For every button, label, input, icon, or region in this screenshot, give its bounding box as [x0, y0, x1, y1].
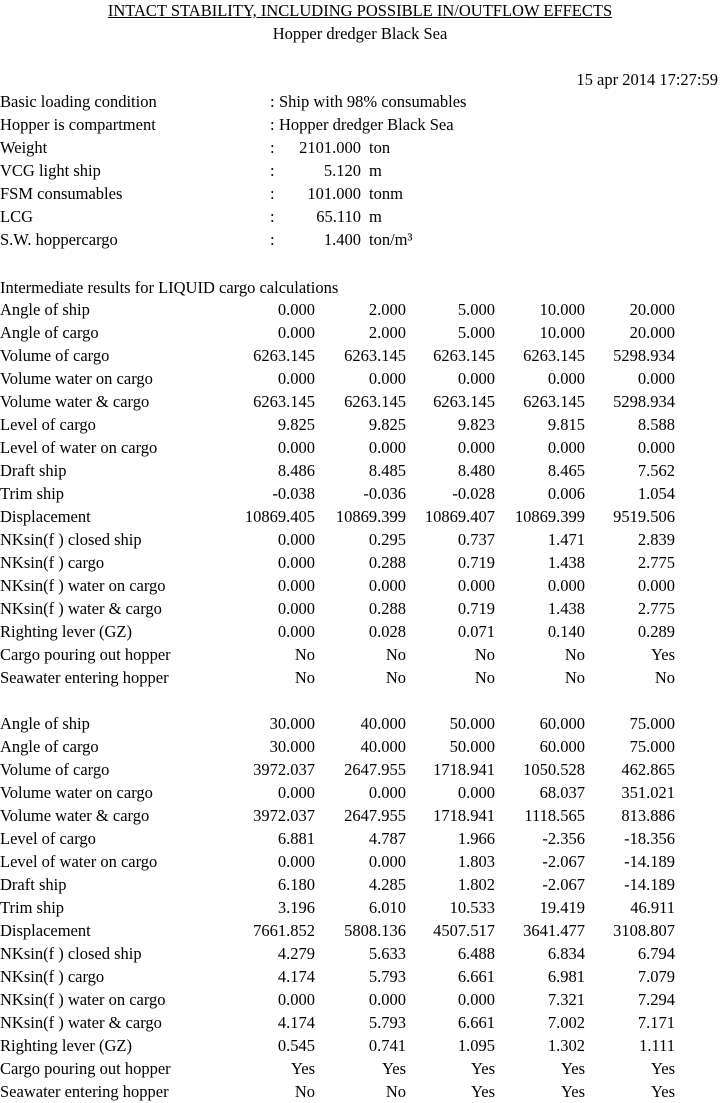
table-cell: 0.000	[457, 438, 495, 457]
row-label: NKsin(f ) water on cargo	[0, 990, 166, 1009]
table-cell: 0.000	[277, 369, 315, 388]
table-row	[0, 988, 720, 1011]
table-cell: -14.189	[624, 875, 675, 894]
table-cell: 0.000	[637, 369, 675, 388]
table-row	[0, 1080, 720, 1103]
table-cell: 4.174	[277, 967, 315, 986]
info-unit: m	[369, 207, 382, 226]
row-label: NKsin(f ) closed ship	[0, 944, 142, 963]
table-cell: 7.321	[547, 990, 585, 1009]
table-cell: 0.000	[457, 369, 495, 388]
table-cell: 9.815	[547, 415, 585, 434]
table-cell: 2.839	[637, 530, 675, 549]
info-row	[0, 136, 720, 159]
info-colon: :	[270, 138, 275, 157]
table-cell: -2.067	[542, 852, 585, 871]
table-cell: 0.000	[547, 369, 585, 388]
table-cell: 30.000	[269, 714, 315, 733]
table-cell: 6.981	[547, 967, 585, 986]
table-cell: 4.285	[368, 875, 406, 894]
info-row	[0, 182, 720, 205]
table-cell: 9.825	[277, 415, 315, 434]
table-row	[0, 551, 720, 574]
table-cell: 20.000	[629, 323, 675, 342]
table-cell: 0.140	[547, 622, 585, 641]
table-cell: 6263.145	[253, 346, 315, 365]
table-row	[0, 873, 720, 896]
table-cell: 8.465	[547, 461, 585, 480]
row-label: NKsin(f ) closed ship	[0, 530, 142, 549]
row-label: Volume of cargo	[0, 760, 110, 779]
table-cell: 60.000	[539, 714, 585, 733]
table-cell: 40.000	[360, 737, 406, 756]
table-cell: 3972.037	[253, 806, 315, 825]
row-label: Angle of ship	[0, 300, 90, 319]
info-label: Basic loading condition	[0, 92, 157, 111]
row-label: Seawater entering hopper	[0, 668, 169, 687]
table-row	[0, 1011, 720, 1034]
table-row	[0, 735, 720, 758]
table-cell: 10869.399	[514, 507, 585, 526]
row-label: Draft ship	[0, 875, 67, 894]
table-row	[0, 804, 720, 827]
table-cell: 0.000	[368, 438, 406, 457]
table-cell: 6263.145	[433, 392, 495, 411]
table-cell: 0.288	[368, 599, 406, 618]
table-cell: -0.028	[452, 484, 495, 503]
table-row	[0, 919, 720, 942]
row-label: Seawater entering hopper	[0, 1082, 169, 1101]
table-cell: 6263.145	[523, 392, 585, 411]
table-cell: No	[385, 668, 406, 687]
row-label: Angle of ship	[0, 714, 90, 733]
table-cell: 5.793	[368, 1013, 406, 1032]
table-cell: 60.000	[539, 737, 585, 756]
table-cell: No	[385, 645, 406, 664]
table-cell: No	[294, 1082, 315, 1101]
table-row	[0, 850, 720, 873]
table-cell: 1.302	[547, 1036, 585, 1055]
table-row	[0, 712, 720, 735]
info-unit: m	[369, 161, 382, 180]
table-cell: 6.661	[457, 1013, 495, 1032]
table-cell: 20.000	[629, 300, 675, 319]
table-cell: 10869.405	[244, 507, 315, 526]
table-cell: 1.095	[457, 1036, 495, 1055]
table-cell: 6263.145	[433, 346, 495, 365]
section-title: Intermediate results for LIQUID cargo calculations	[0, 278, 339, 297]
info-unit: tonm	[369, 184, 403, 203]
table-row	[0, 942, 720, 965]
row-label: Level of water on cargo	[0, 852, 158, 871]
table-cell: 351.021	[621, 783, 675, 802]
table-cell: 1.054	[637, 484, 675, 503]
table-cell: 0.000	[277, 438, 315, 457]
table-cell: 6.794	[637, 944, 675, 963]
table-cell: 6.661	[457, 967, 495, 986]
info-unit: ton	[369, 138, 391, 157]
table-cell: 4.174	[277, 1013, 315, 1032]
row-label: Righting lever (GZ)	[0, 1036, 132, 1055]
table-cell: 0.000	[277, 783, 315, 802]
info-label: Weight	[0, 138, 48, 157]
table-cell: 5.793	[368, 967, 406, 986]
table-cell: Yes	[650, 1059, 675, 1078]
table-cell: 0.719	[457, 553, 495, 572]
table-row	[0, 965, 720, 988]
table-cell: 1.438	[547, 599, 585, 618]
row-label: Trim ship	[0, 484, 65, 503]
table-cell: 40.000	[360, 714, 406, 733]
table-cell: 0.000	[637, 576, 675, 595]
table-row	[0, 620, 720, 643]
table-cell: 4.787	[368, 829, 406, 848]
table-cell: 0.737	[457, 530, 495, 549]
row-label: Draft ship	[0, 461, 67, 480]
row-label: Displacement	[0, 507, 91, 526]
info-label: LCG	[0, 207, 33, 226]
table-cell: 5298.934	[613, 346, 675, 365]
info-row	[0, 205, 720, 228]
table-cell: 10.533	[449, 898, 495, 917]
table-cell: -18.356	[624, 829, 675, 848]
table-cell: 0.000	[457, 990, 495, 1009]
table-row	[0, 298, 720, 321]
table-row	[0, 827, 720, 850]
table-cell: 4507.517	[433, 921, 495, 940]
table-cell: 2.000	[368, 323, 406, 342]
row-label: Volume water & cargo	[0, 392, 150, 411]
table-cell: 7.562	[637, 461, 675, 480]
row-label: Angle of cargo	[0, 323, 99, 342]
table-cell: 0.295	[368, 530, 406, 549]
table-cell: 75.000	[629, 737, 675, 756]
info-colon: :	[270, 230, 275, 249]
info-colon: :	[270, 115, 275, 134]
table-row	[0, 367, 720, 390]
row-label: Level of water on cargo	[0, 438, 158, 457]
table-cell: -14.189	[624, 852, 675, 871]
table-cell: 1.111	[639, 1036, 675, 1055]
table-row	[0, 459, 720, 482]
table-cell: Yes	[560, 1082, 585, 1101]
table-cell: 0.000	[277, 553, 315, 572]
table-cell: 6.834	[547, 944, 585, 963]
row-label: NKsin(f ) cargo	[0, 553, 105, 572]
table-row	[0, 344, 720, 367]
table-cell: 1.803	[457, 852, 495, 871]
table-cell: 0.000	[457, 576, 495, 595]
table-cell: 75.000	[629, 714, 675, 733]
table-row	[0, 781, 720, 804]
info-row	[0, 228, 720, 251]
table-cell: 0.000	[277, 622, 315, 641]
table-cell: 0.289	[637, 622, 675, 641]
table-cell: 6263.145	[253, 392, 315, 411]
info-value: 1.400	[323, 230, 361, 249]
table-cell: -2.067	[542, 875, 585, 894]
row-label: Level of cargo	[0, 415, 96, 434]
table-cell: 8.485	[368, 461, 406, 480]
table-cell: 10.000	[539, 323, 585, 342]
table-cell: 5298.934	[613, 392, 675, 411]
info-value: 5.120	[323, 161, 361, 180]
table-cell: No	[474, 645, 495, 664]
table-cell: 6.881	[277, 829, 315, 848]
info-label: S.W. hoppercargo	[0, 230, 118, 249]
table-cell: 46.911	[630, 898, 675, 917]
table-cell: -0.036	[363, 484, 406, 503]
table-cell: 462.865	[621, 760, 675, 779]
table-cell: 0.000	[547, 438, 585, 457]
row-label: NKsin(f ) water & cargo	[0, 599, 162, 618]
table-cell: 6263.145	[523, 346, 585, 365]
table-cell: 7.002	[547, 1013, 585, 1032]
info-colon: :	[270, 184, 275, 203]
table-cell: 0.000	[277, 300, 315, 319]
table-cell: 0.288	[368, 553, 406, 572]
table-cell: 10869.407	[424, 507, 495, 526]
table-row	[0, 436, 720, 459]
table-cell: 7661.852	[253, 921, 315, 940]
table-cell: 8.480	[457, 461, 495, 480]
table-cell: 0.000	[277, 576, 315, 595]
table-row	[0, 413, 720, 436]
info-value: 65.110	[316, 207, 361, 226]
info-colon: :	[270, 161, 275, 180]
table-cell: Yes	[470, 1059, 495, 1078]
table-cell: 8.588	[637, 415, 675, 434]
row-label: Volume water on cargo	[0, 783, 153, 802]
table-cell: 0.000	[277, 530, 315, 549]
table-cell: No	[654, 668, 675, 687]
table-cell: 6.010	[368, 898, 406, 917]
table-row	[0, 390, 720, 413]
table-cell: Yes	[650, 645, 675, 664]
table-cell: 3972.037	[253, 760, 315, 779]
table-cell: 0.071	[457, 622, 495, 641]
table-cell: 9.825	[368, 415, 406, 434]
table-cell: 7.171	[637, 1013, 675, 1032]
table-cell: 3.196	[277, 898, 315, 917]
table-cell: 30.000	[269, 737, 315, 756]
info-label: VCG light ship	[0, 161, 101, 180]
table-row	[0, 597, 720, 620]
table-row	[0, 574, 720, 597]
table-cell: 1.802	[457, 875, 495, 894]
table-cell: 50.000	[449, 737, 495, 756]
table-cell: 4.279	[277, 944, 315, 963]
table-cell: 1050.528	[523, 760, 585, 779]
row-label: Volume water on cargo	[0, 369, 153, 388]
table-cell: 0.000	[547, 576, 585, 595]
table-cell: No	[294, 668, 315, 687]
table-cell: 0.000	[368, 852, 406, 871]
table-row	[0, 482, 720, 505]
table-cell: 2647.955	[344, 760, 406, 779]
table-cell: 0.000	[637, 438, 675, 457]
table-cell: 68.037	[539, 783, 585, 802]
table-cell: No	[564, 668, 585, 687]
info-label: Hopper is compartment	[0, 115, 156, 134]
table-cell: 6.180	[277, 875, 315, 894]
table-cell: 1.966	[457, 829, 495, 848]
table-cell: 1718.941	[433, 806, 495, 825]
table-cell: 1.438	[547, 553, 585, 572]
info-value: Hopper dredger Black Sea	[279, 115, 454, 134]
table-cell: 5.000	[457, 323, 495, 342]
table-cell: 10869.399	[335, 507, 406, 526]
table-cell: 1718.941	[433, 760, 495, 779]
info-label: FSM consumables	[0, 184, 123, 203]
table-cell: 5808.136	[344, 921, 406, 940]
table-cell: 0.000	[457, 783, 495, 802]
table-cell: 2647.955	[344, 806, 406, 825]
table-cell: 6263.145	[344, 392, 406, 411]
row-label: Trim ship	[0, 898, 65, 917]
table-cell: No	[294, 645, 315, 664]
table-cell: 3641.477	[523, 921, 585, 940]
table-row	[0, 1057, 720, 1080]
table-cell: Yes	[560, 1059, 585, 1078]
row-label: Volume of cargo	[0, 346, 110, 365]
table-cell: 2.775	[637, 553, 675, 572]
table-cell: 1118.565	[524, 806, 585, 825]
info-row	[0, 90, 720, 113]
row-label: Volume water & cargo	[0, 806, 150, 825]
table-row	[0, 758, 720, 781]
table-cell: 2.000	[368, 300, 406, 319]
report-date: 15 apr 2014 17:27:59	[576, 70, 718, 89]
report-title: INTACT STABILITY, INCLUDING POSSIBLE IN/OUTFLOW EFFECTS	[107, 1, 613, 20]
table-cell: 0.000	[368, 990, 406, 1009]
table-cell: No	[564, 645, 585, 664]
row-label: NKsin(f ) water & cargo	[0, 1013, 162, 1032]
info-colon: :	[270, 207, 275, 226]
table-cell: 0.000	[368, 576, 406, 595]
table-cell: 9.823	[457, 415, 495, 434]
table-cell: Yes	[381, 1059, 406, 1078]
table-cell: Yes	[650, 1082, 675, 1101]
table-cell: 0.000	[368, 369, 406, 388]
table-cell: 7.079	[637, 967, 675, 986]
table-cell: Yes	[470, 1082, 495, 1101]
row-label: Cargo pouring out hopper	[0, 1059, 171, 1078]
info-colon: :	[270, 92, 275, 111]
table-row	[0, 896, 720, 919]
row-label: Displacement	[0, 921, 91, 940]
info-unit: ton/m³	[369, 230, 413, 249]
table-cell: 0.000	[277, 599, 315, 618]
table-cell: 0.741	[368, 1036, 406, 1055]
table-row	[0, 505, 720, 528]
table-cell: 10.000	[539, 300, 585, 319]
table-row	[0, 1034, 720, 1057]
table-cell: 8.486	[277, 461, 315, 480]
table-cell: -2.356	[542, 829, 585, 848]
info-row	[0, 113, 720, 136]
table-cell: 6.488	[457, 944, 495, 963]
row-label: Angle of cargo	[0, 737, 99, 756]
table-cell: 9519.506	[613, 507, 675, 526]
row-label: Cargo pouring out hopper	[0, 645, 171, 664]
table-cell: No	[385, 1082, 406, 1101]
table-row	[0, 321, 720, 344]
table-cell: 19.419	[539, 898, 585, 917]
table-cell: 5.633	[368, 944, 406, 963]
table-row	[0, 666, 720, 689]
table-cell: No	[474, 668, 495, 687]
table-cell: 0.006	[547, 484, 585, 503]
table-cell: 50.000	[449, 714, 495, 733]
table-cell: 5.000	[457, 300, 495, 319]
table-cell: 0.028	[368, 622, 406, 641]
table-row	[0, 528, 720, 551]
table-cell: 813.886	[621, 806, 675, 825]
row-label: NKsin(f ) cargo	[0, 967, 105, 986]
report-subtitle: Hopper dredger Black Sea	[272, 24, 448, 43]
info-row	[0, 159, 720, 182]
row-label: Level of cargo	[0, 829, 96, 848]
table-cell: 0.719	[457, 599, 495, 618]
table-cell: 0.000	[277, 990, 315, 1009]
table-cell: 0.000	[277, 323, 315, 342]
table-cell: 2.775	[637, 599, 675, 618]
table-cell: 0.545	[277, 1036, 315, 1055]
table-cell: 7.294	[637, 990, 675, 1009]
table-cell: 0.000	[277, 852, 315, 871]
table-row	[0, 643, 720, 666]
info-value: 101.000	[307, 184, 361, 203]
table-cell: 6263.145	[344, 346, 406, 365]
info-value: Ship with 98% consumables	[279, 92, 467, 111]
row-label: Righting lever (GZ)	[0, 622, 132, 641]
table-cell: 1.471	[547, 530, 585, 549]
table-cell: Yes	[290, 1059, 315, 1078]
row-label: NKsin(f ) water on cargo	[0, 576, 166, 595]
table-cell: 0.000	[368, 783, 406, 802]
info-value: 2101.000	[299, 138, 361, 157]
table-cell: -0.038	[272, 484, 315, 503]
table-cell: 3108.807	[613, 921, 675, 940]
